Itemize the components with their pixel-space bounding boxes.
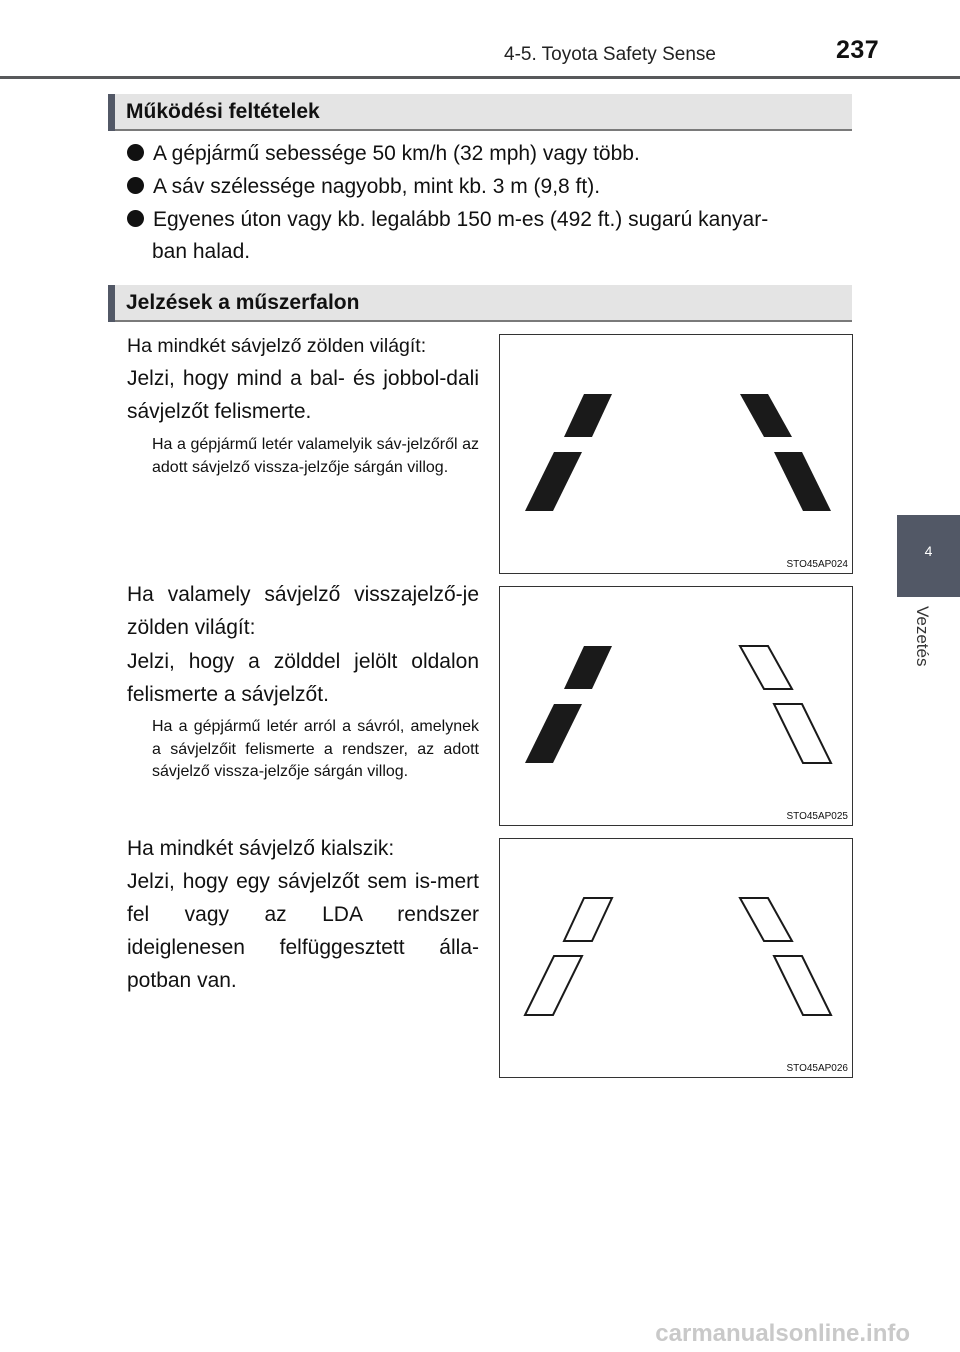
bullet-text: A sáv szélessége nagyobb, mint kb. 3 m (9,8 ft). <box>153 175 601 198</box>
right-lane-mark-upper <box>740 646 792 689</box>
left-lane-mark-upper <box>564 394 612 437</box>
bullet-icon <box>127 144 144 161</box>
lane-diagram <box>500 839 852 1077</box>
figure-no-lane-detected <box>499 838 853 1078</box>
left-lane-mark-lower <box>525 452 582 511</box>
section-accent <box>108 94 115 131</box>
figure-code: STO45AP024 <box>786 559 848 570</box>
figure-code: STO45AP026 <box>786 1063 848 1074</box>
figure-code: STO45AP025 <box>786 811 848 822</box>
left-lane-mark-upper <box>564 646 612 689</box>
indicator-description: Jelzi, hogy egy sávjelzőt sem is-mert fel vagy az LDA rendszer ideiglenesen felfüggesztett álla-potban van. <box>127 870 479 992</box>
indicator-condition: Ha mindkét sávjelző kialszik: <box>127 837 395 860</box>
page-number: 237 <box>836 36 880 64</box>
figure-one-lane-detected <box>499 586 853 826</box>
lane-diagram <box>500 587 852 825</box>
bullet-text: A gépjármű sebessége 50 km/h (32 mph) vagy több. <box>153 142 640 165</box>
right-lane-mark-lower <box>774 452 831 511</box>
bullet-continuation: ban halad. <box>152 240 251 263</box>
bullet-item <box>127 138 852 170</box>
indicator-note: Ha a gépjármű letér valamelyik sáv-jelzőről az adott sávjelző vissza-jelzője sárgán villog. <box>152 436 479 476</box>
indicator-description: Jelzi, hogy a zölddel jelölt oldalon felismerte a sávjelzőt. <box>127 650 479 706</box>
left-lane-mark-upper <box>564 898 612 941</box>
right-lane-mark-upper <box>740 394 792 437</box>
figure-both-lanes-detected <box>499 334 853 574</box>
chapter-label: Vezetés <box>913 606 932 667</box>
chapter-tab[interactable] <box>897 515 960 597</box>
lane-diagram <box>500 335 852 573</box>
header-rule <box>0 76 960 79</box>
left-lane-mark-lower <box>525 956 582 1015</box>
section-heading-conditions <box>108 94 852 131</box>
watermark <box>0 1316 960 1352</box>
indicator-condition: Ha valamely sávjelző visszajelző-je zölden világít: <box>127 583 479 639</box>
indicator-description: Jelzi, hogy mind a bal- és jobbol-dali sávjelzőt felismerte. <box>127 367 479 423</box>
bullet-icon <box>127 210 144 227</box>
bullet-icon <box>127 177 144 194</box>
section-title: Működési feltételek <box>126 100 320 123</box>
left-lane-mark-lower <box>525 704 582 763</box>
right-lane-mark-lower <box>774 956 831 1015</box>
indicator-condition: Ha mindkét sávjelző zölden világít: <box>127 335 427 357</box>
chapter-number: 4 <box>924 543 933 559</box>
section-title: Jelzések a műszerfalon <box>126 291 360 314</box>
bullet-text: Egyenes úton vagy kb. legalább 150 m-es (492 ft.) sugarú kanyar- <box>153 208 769 231</box>
watermark-text: carmanualsonline.info <box>655 1320 910 1347</box>
section-accent <box>108 285 115 322</box>
bullet-item <box>127 171 852 203</box>
running-header: 4-5. Toyota Safety Sense <box>504 44 716 65</box>
indicator-note: Ha a gépjármű letér arról a sávról, amelynek a sávjelzőit felismerte a rendszer, az adott sávjelző vissza-jelzője sárgán villog. <box>152 718 479 780</box>
right-lane-mark-lower <box>774 704 831 763</box>
section-heading-indicators <box>108 285 852 322</box>
right-lane-mark-upper <box>740 898 792 941</box>
bullet-item <box>127 204 852 236</box>
